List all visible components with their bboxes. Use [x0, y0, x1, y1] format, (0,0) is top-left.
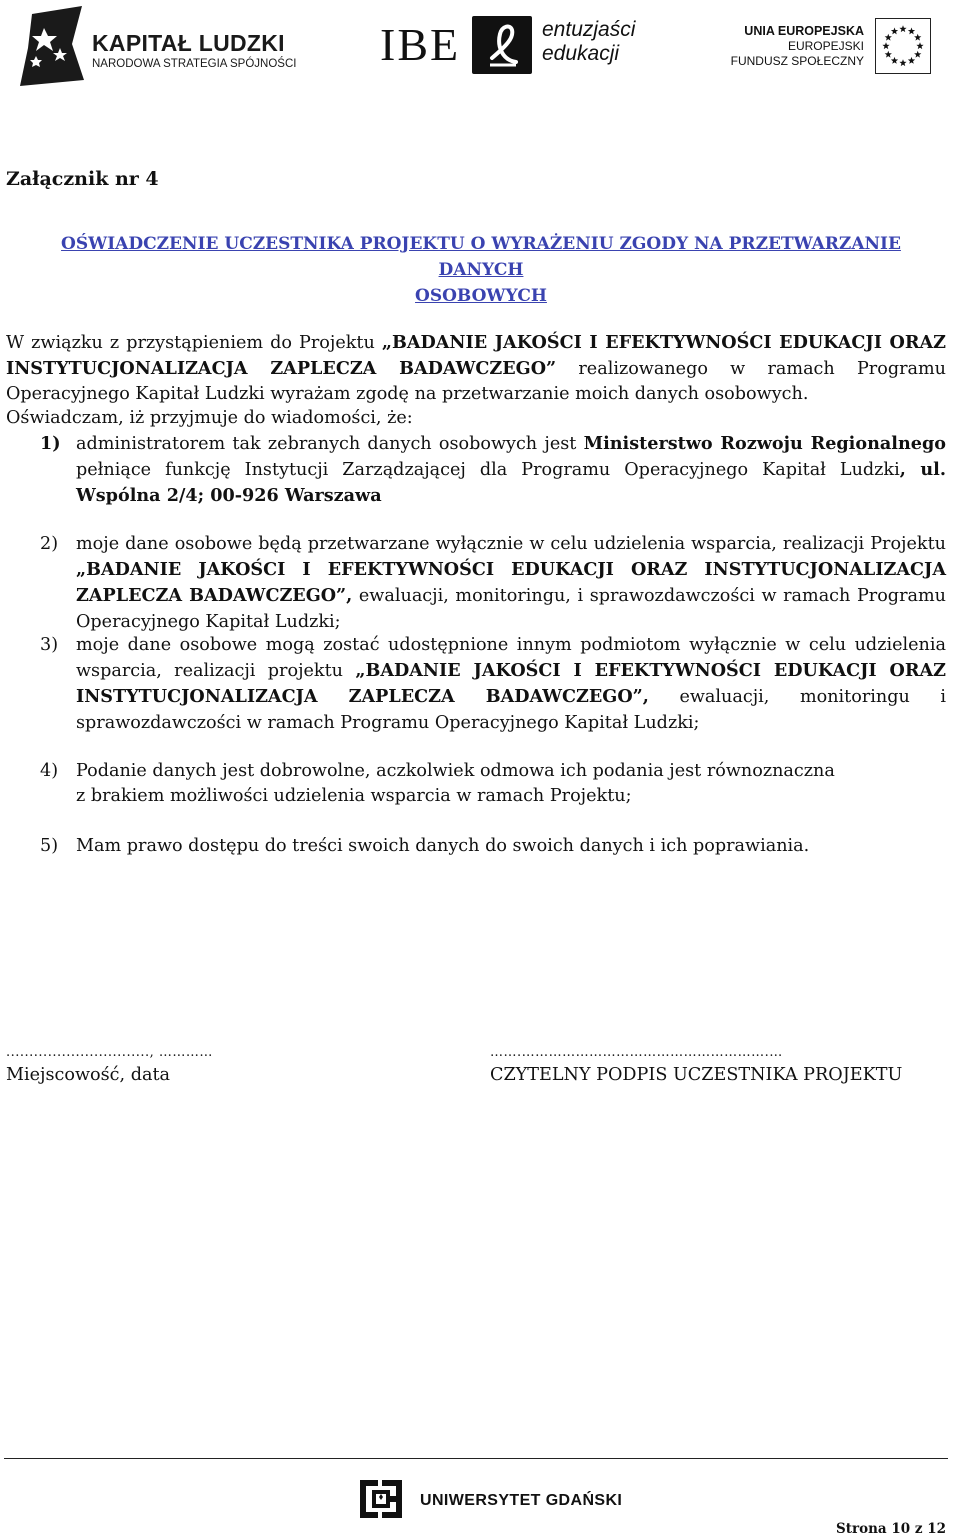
entuzjasci-edukacji-icon	[472, 16, 532, 74]
eu-line1: UNIA EUROPEJSKA	[744, 24, 864, 38]
eu-star-icon	[891, 57, 898, 64]
intro-paragraph	[6, 330, 946, 408]
list-item	[40, 633, 946, 736]
eu-star-icon	[914, 51, 921, 58]
declaration-text: Oświadczam, iż przyjmuje do wiadomości, że:	[6, 408, 413, 428]
intro-text-end: realizowanego w ramach Programu Operacyjnego Kapitał Ludzki wyrażam zgodę na przetwarzanie moich danych osobowych.	[6, 359, 946, 405]
place-date-field	[6, 1042, 213, 1086]
list-item-number: 4)	[40, 761, 59, 781]
signature-dots: …….……………………………………………….…	[490, 1045, 783, 1060]
list-item-text: moje dane osobowe mogą zostać udostępnione innym podmiotom wyłącznie w celu udzielenia wsparcia, realizacji projektu	[76, 635, 946, 682]
eu-star-icon	[899, 25, 906, 32]
list-item	[40, 431, 946, 510]
list-item-bold: Ministerstwo Rozwoju Regionalnego	[583, 433, 947, 454]
list-item-text-cont: ewaluacji, monitoringu, i sprawozdawczości w ramach Programu Operacyjnego Kapitał Ludzki;	[76, 586, 946, 632]
list-item-address: , ul. Wspólna 2/4; 00-926 Warszawa	[76, 459, 946, 507]
entuzjasci-line2: edukacji	[542, 42, 620, 65]
eu-star-icon	[885, 51, 892, 58]
eu-line3: FUNDUSZ SPOŁECZNY	[730, 54, 864, 68]
list-item	[40, 532, 946, 635]
list-item-text-cont: z brakiem możliwości udzielenia wsparcia w ramach Projektu;	[76, 786, 632, 807]
list-item-text: administratorem tak zebranych danych osobowych jest	[76, 434, 584, 454]
eu-star-icon	[908, 57, 915, 64]
annex-label: Załącznik nr 4	[6, 168, 159, 190]
document-title-line2: OSOBOWYCH	[415, 286, 547, 306]
list-item-number: 5)	[40, 836, 59, 856]
eu-logo-text	[731, 24, 864, 69]
list-item-number: 1)	[40, 433, 61, 454]
kapital-ludzki-emblem-icon	[14, 4, 88, 88]
list-item-text: moje dane osobowe będą przetwarzane wyłącznie w celu udzielenia wsparcia, realizacji Projektu	[76, 534, 946, 554]
place-date-label: Miejscowość, data	[6, 1065, 171, 1085]
eu-star-icon	[916, 42, 923, 49]
list-item-text-cont: ewaluacji, monitoringu i sprawozdawczości w ramach Programu Operacyjnego Kapitał Ludzki;	[76, 687, 946, 733]
list-item-text: Mam prawo dostępu do treści swoich danych do swoich danych i ich poprawiania.	[76, 836, 810, 856]
list-item-number: 3)	[40, 635, 59, 655]
page-number: Strona 10 z 12	[835, 1521, 946, 1537]
eu-star-icon	[914, 34, 921, 41]
entuzjasci-edukacji-logo	[542, 18, 635, 66]
list-item-text-cont: pełniące funkcję Instytucji Zarządzającej dla Programu Operacyjnego Kapitał Ludzki	[76, 460, 900, 481]
eu-star-icon	[882, 42, 889, 49]
eu-flag-icon	[875, 18, 931, 74]
place-date-dots: ..............................., …………	[6, 1045, 213, 1060]
eu-star-icon	[885, 34, 892, 41]
kapital-ludzki-subtitle: NARODOWA STRATEGIA SPÓJNOŚCI	[92, 58, 297, 70]
eu-star-icon	[899, 59, 906, 66]
list-item	[40, 834, 946, 859]
kapital-ludzki-logo	[14, 4, 297, 88]
list-item-text: Podanie danych jest dobrowolne, aczkolwiek odmowa ich podania jest równoznaczna	[76, 761, 835, 781]
list-item-number: 2)	[40, 534, 59, 554]
intro-text-start: W związku z przystąpieniem do Projektu	[6, 333, 382, 353]
kapital-ludzki-title: KAPITAŁ LUDZKI	[92, 30, 285, 56]
document-title	[16, 231, 946, 309]
university-gdansk-logo-icon	[352, 1476, 410, 1522]
list-item-bold: „BADANIE JAKOŚCI I EFEKTYWNOŚCI EDUKACJI ORAZ INSTYTUCJONALIZACJA ZAPLECZA BADAWCZEGO”,	[76, 559, 946, 607]
entuzjasci-line1: entuzjaści	[542, 18, 636, 41]
eu-line2: EUROPEJSKI	[787, 39, 864, 53]
ibe-logo: IBE	[380, 19, 461, 70]
list-item	[40, 759, 946, 809]
list-item-bold: „BADANIE JAKOŚCI I EFEKTYWNOŚCI EDUKACJI ORAZ INSTYTUCJONALIZACJA ZAPLECZA BADAWCZEGO”,	[76, 660, 946, 708]
signature-field	[490, 1042, 902, 1086]
eu-star-icon	[908, 27, 915, 34]
signature-label: CZYTELNY PODPIS UCZESTNIKA PROJEKTU	[490, 1065, 903, 1085]
intro-project-name: „BADANIE JAKOŚCI I EFEKTYWNOŚCI EDUKACJI ORAZ INSTYTUCJONALIZACJA ZAPLECZA BADAWCZEGO”	[6, 332, 946, 380]
university-name: UNIWERSYTET GDAŃSKI	[420, 1492, 623, 1509]
footer-divider	[4, 1458, 948, 1459]
eu-star-icon	[891, 27, 898, 34]
document-title-line1: OŚWIADCZENIE UCZESTNIKA PROJEKTU O WYRAŻENIU ZGODY NA PRZETWARZANIE DANYCH	[61, 234, 901, 280]
